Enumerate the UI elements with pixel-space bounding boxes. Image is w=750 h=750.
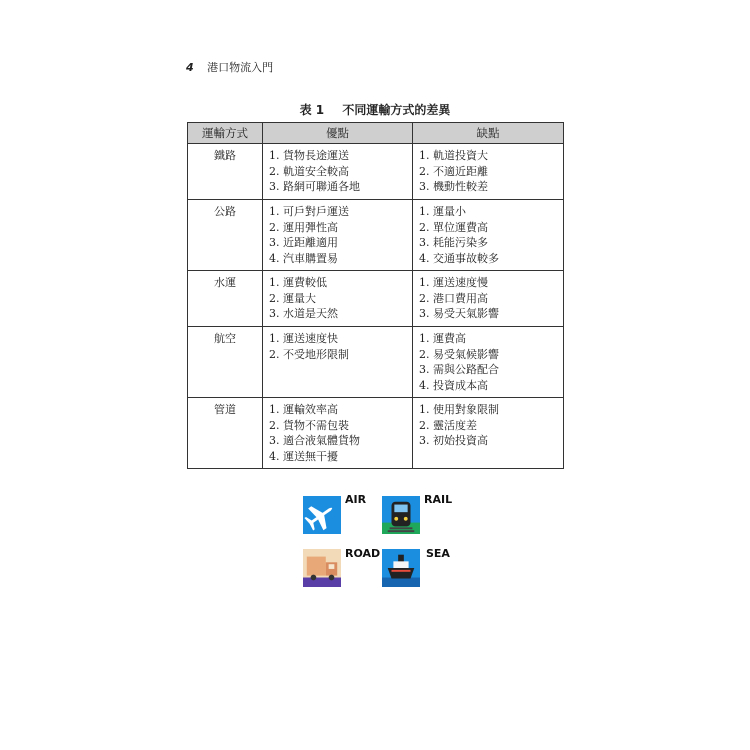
list-item: 1. 軌道投資大 [419,149,488,162]
ship-icon [382,549,420,587]
list-item: 1. 可戶對戶運送 [269,205,349,218]
header-pros: 優點 [263,123,413,144]
running-header [186,59,273,75]
header-mode: 運輸方式 [188,123,263,144]
mode-cell: 鐵路 [188,144,263,200]
cons-cell [413,271,564,327]
list-item: 1. 使用對象限制 [419,403,499,416]
caption-title: 不同運輸方式的差異 [342,103,451,117]
list-item: 2. 港口費用高 [419,291,488,305]
list-item: 2. 不受地形限制 [269,347,349,361]
rail-label: RAIL [424,493,453,506]
sea-label: SEA [426,547,450,560]
list-item: 3. 易受天氣影響 [419,307,499,320]
list-item: 3. 機動性較差 [419,180,488,193]
road-label: ROAD [345,547,381,560]
list-item: 3. 初始投資高 [419,434,488,447]
list-item: 1. 運費高 [419,332,466,345]
header-cons: 缺點 [413,123,564,144]
cons-cell [413,144,564,200]
airplane-icon [303,496,341,534]
table-row [188,398,564,469]
list-item: 1. 貨物長途運送 [269,149,349,162]
list-item: 4. 運送無干擾 [269,449,338,463]
list-item: 1. 運量小 [419,205,466,218]
caption-label: 表 1 [299,103,325,117]
list-item: 4. 交通事故較多 [419,251,499,265]
air-label: AIR [345,493,367,506]
list-item: 1. 運送速度慢 [419,276,488,289]
table-row [188,327,564,398]
list-item: 4. 投資成本高 [419,378,488,392]
mode-cell: 水運 [188,271,263,327]
truck-icon [303,549,341,587]
list-item: 3. 需與公路配合 [419,363,499,376]
list-item: 2. 易受氣候影響 [419,347,499,361]
list-item: 2. 不適近距離 [419,164,488,178]
book-title: 港口物流入門 [207,61,274,74]
list-item: 3. 耗能污染多 [419,236,488,249]
cons-cell [413,200,564,271]
table-row [188,200,564,271]
list-item: 2. 軌道安全較高 [269,164,349,178]
list-item: 1. 運送速度快 [269,332,338,345]
list-item: 3. 適合液氣體貨物 [269,434,360,447]
cons-cell [413,398,564,469]
table-row [188,271,564,327]
pros-cell [263,200,413,271]
cons-cell [413,327,564,398]
list-item: 2. 單位運費高 [419,220,488,234]
table-row [188,144,564,200]
list-item: 3. 路網可聯通各地 [269,180,360,193]
mode-cell: 管道 [188,398,263,469]
list-item: 3. 近距離適用 [269,236,338,249]
list-item: 1. 運費較低 [269,276,327,289]
table-header-row [188,123,564,144]
pros-cell [263,144,413,200]
mode-cell: 公路 [188,200,263,271]
list-item: 3. 水道是天然 [269,307,338,320]
list-item: 2. 靈活度差 [419,418,477,432]
train-icon [382,496,420,534]
list-item: 2. 運用彈性高 [269,220,338,234]
pros-cell [263,327,413,398]
table-caption [0,101,750,118]
transport-comparison-table [187,122,564,469]
list-item: 2. 運量大 [269,291,316,305]
mode-cell: 航空 [188,327,263,398]
list-item: 2. 貨物不需包裝 [269,418,349,432]
page-number: 4 [186,61,194,74]
pros-cell [263,271,413,327]
list-item: 4. 汽車購置易 [269,251,338,265]
pros-cell [263,398,413,469]
list-item: 1. 運輸效率高 [269,403,338,416]
